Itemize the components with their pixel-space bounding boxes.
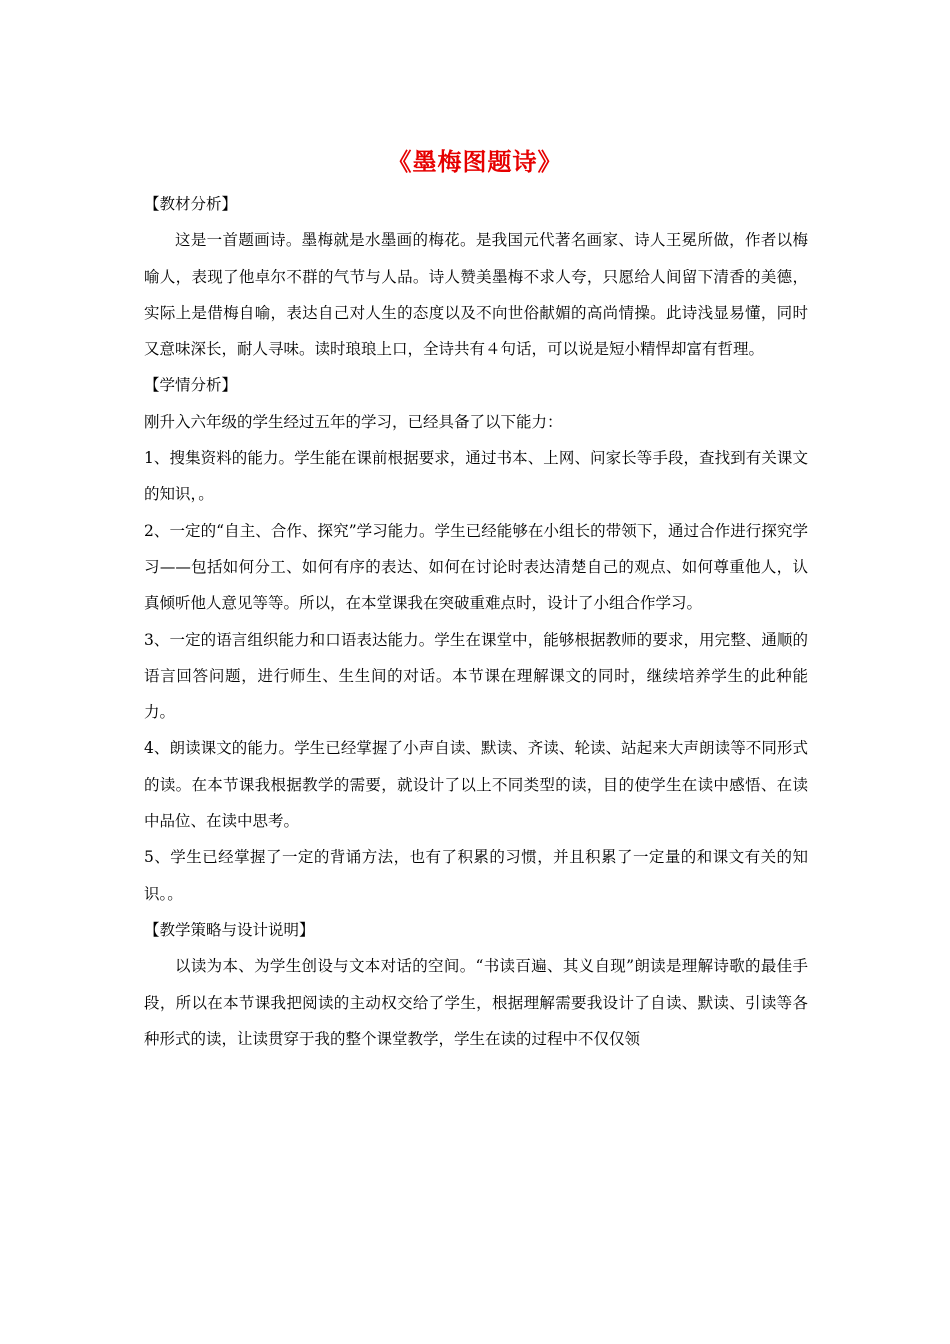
document-body bbox=[144, 186, 808, 1057]
section-heading-strategy: 【教学策略与设计说明】 bbox=[144, 920, 315, 939]
list-item: 5、学生已经掌握了一定的背诵方法，也有了积累的习惯，并且积累了一定量的和课文有关的知识。。 bbox=[144, 848, 808, 903]
list-item: 4、朗读课文的能力。学生已经掌握了小声自读、默读、齐读、轮读、站起来大声朗读等不同形式的读。在本节课我根据教学的需要，就设计了以上不同类型的读，目的使学生在读中感悟、在读中品位、在读中思考。 bbox=[144, 739, 808, 831]
students-intro: 刚升入六年级的学生经过五年的学习，已经具备了以下能力： bbox=[144, 412, 563, 431]
section-heading-students: 【学情分析】 bbox=[144, 376, 238, 395]
list-item: 2、一定的“自主、合作、探究”学习能力。学生已经能够在小组长的带领下，通过合作进行探究学习——包括如何分工、如何有序的表达、如何在讨论时表达清楚自己的观点、如何尊重他人，认真倾听他人意见等等。所以，在本堂课我在突破重难点时，设计了小组合作学习。 bbox=[144, 521, 808, 613]
section-heading-material: 【教材分析】 bbox=[144, 195, 238, 213]
list-item: 3、一定的语言组织能力和口语表达能力。学生在课堂中，能够根据教师的要求，用完整、通顺的语言回答问题，进行师生、生生间的对话。本节课在理解课文的同时，继续培养学生的此种能力。 bbox=[144, 630, 808, 722]
strategy-paragraph: 以读为本、为学生创设与文本对话的空间。“书读百遍、其义自现”朗读是理解诗歌的最佳手段，所以在本节课我把阅读的主动权交给了学生，根据理解需要我设计了自读、默读、引读等各种形式的读，让读贯穿于我的整个课堂教学，学生在读的过程中不仅仅领 bbox=[144, 957, 808, 1048]
document-title: 《墨梅图题诗》 bbox=[387, 148, 563, 176]
material-paragraph: 这是一首题画诗。墨梅就是水墨画的梅花。是我国元代著名画家、诗人王冕所做，作者以梅喻人，表现了他卓尔不群的气节与人品。诗人赞美墨梅不求人夸，只愿给人间留下清香的美德，实际上是借梅自喻，表达自己对人生的态度以及不向世俗献媚的高尚情操。此诗浅显易懂，同时又意味深长，耐人寻味。读时琅琅上口，全诗共有４句话，可以说是短小精悍却富有哲理。 bbox=[144, 231, 808, 359]
list-item: 1、搜集资料的能力。学生能在课前根据要求，通过书本、上网、问家长等手段，查找到有关课文的知识，。 bbox=[144, 449, 808, 504]
